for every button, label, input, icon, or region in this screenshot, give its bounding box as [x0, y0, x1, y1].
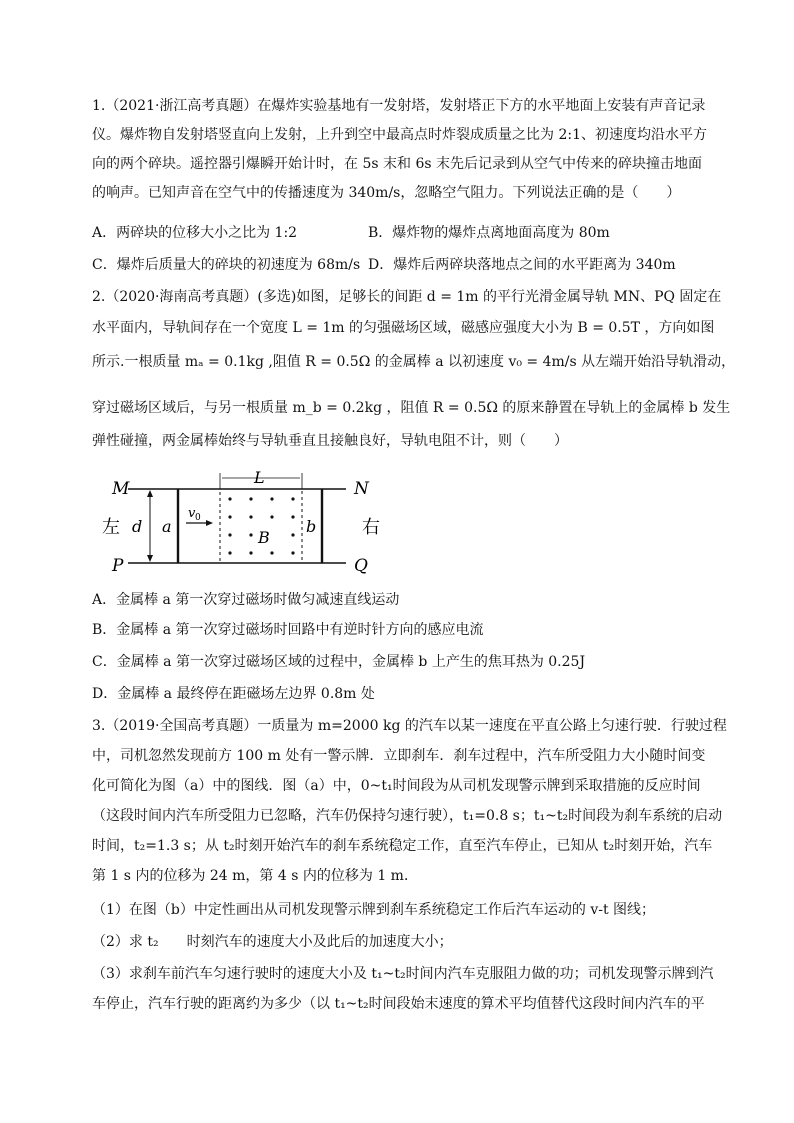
q2-option-a: A．金属棒 a 第一次穿过磁场时做匀减速直线运动 [92, 592, 400, 608]
label-v0-subscript: 0 [195, 513, 201, 523]
q3-line-2: 中，司机忽然发现前方 100 m 处有一警示牌．立即刹车．刹车过程中，汽车所受阻力大小随时间变 [92, 748, 706, 764]
label-a: a [162, 517, 172, 536]
label-m: M [112, 479, 130, 499]
label-q: Q [354, 556, 368, 576]
label-n: N [354, 479, 369, 499]
q2-option-c: C．金属棒 a 第一次穿过磁场区域的过程中，金属棒 b 上产生的焦耳热为 0.25J [92, 654, 586, 670]
q3-line-5: 时间，t₂=1.3 s；从 t₂时刻开始汽车的刹车系统稳定工作，直至汽车停止，已知从 t₂时刻开始，汽车 [92, 838, 713, 854]
q2-line-3: 所示.一根质量 mₐ = 0.1kg ,阻值 R = 0.5Ω 的金属棒 a 以初速度 v₀ = 4m/s 从左端开始沿导轨滑动， [92, 354, 736, 370]
rail-magnetic-field-diagram [102, 468, 392, 579]
label-b: b [306, 517, 317, 536]
q2-option-b: B．金属棒 a 第一次穿过磁场时回路中有逆时针方向的感应电流 [92, 622, 484, 638]
label-d: d [132, 517, 143, 536]
q1-line-1: 1.（2021·浙江高考真题）在爆炸实验基地有一发射塔，发射塔正下方的水平地面上安装有声音记录 [92, 98, 706, 114]
magnetic-field-region [220, 489, 302, 563]
label-v0: v [188, 506, 196, 521]
q3-sub-1: （1）在图（b）中定性画出从司机发现警示牌到刹车系统稳定工作后汽车运动的 v-t 图线； [92, 902, 656, 918]
q1-line-3: 向的两个碎块。遥控器引爆瞬开始计时，在 5s 末和 6s 末先后记录到从空气中传来的碎块撞击地面 [92, 156, 702, 172]
q1-line-2: 仪。爆炸物自发射塔竖直向上发射，上升到空中最高点时炸裂成质量之比为 2:1、初速度均沿水平方 [92, 127, 707, 143]
q1-option-d: D．爆炸后两碎块落地点之间的水平距离为 340m [368, 257, 676, 273]
q3-line-6: 第 1 s 内的位移为 24 m，第 4 s 内的位移为 1 m． [92, 868, 418, 884]
q1-option-b: B．爆炸物的爆炸点离地面高度为 80m [368, 225, 610, 241]
q2-line-1: 2.（2020·海南高考真题）(多选)如图，足够长的间距 d = 1m 的平行光滑金属导轨 MN、PQ 固定在 [92, 289, 722, 305]
label-left: 左 [102, 517, 120, 538]
label-b-field: B [258, 528, 270, 547]
q3-sub-2: （2）求 t₂ 时刻汽车的速度大小及此后的加速度大小； [92, 934, 453, 950]
q2-option-d: D．金属棒 a 最终停在距磁场左边界 0.8m 处 [92, 686, 375, 702]
label-l: L [254, 468, 265, 487]
q1-line-4: 的响声。已知声音在空气中的传播速度为 340m/s，忽略空气阻力。下列说法正确的是（ ） [92, 185, 681, 201]
q2-line-5: 弹性碰撞，两金属棒始终与导轨垂直且接触良好，导轨电阻不计，则（ ） [92, 433, 568, 449]
q3-line-1: 3.（2019·全国高考真题）一质量为 m=2000 kg 的汽车以某一速度在平直公路上匀速行驶．行驶过程 [92, 718, 727, 734]
q2-line-4: 穿过磁场区域后，与另一根质量 m_b = 0.2kg ，阻值 R = 0.5Ω 的原来静置在导轨上的金属棒 b 发生 [92, 400, 731, 416]
q3-line-3: 化可简化为图（a）中的图线．图（a）中，0~t₁时间段为从司机发现警示牌到采取措施的反应时间 [92, 778, 701, 794]
q3-sub-3-line-2: 车停止，汽车行驶的距离约为多少（以 t₁~t₂时间段始末速度的算术平均值替代这段时间内汽车的平 [92, 996, 705, 1012]
label-p: P [112, 556, 124, 576]
q1-option-c: C．爆炸后质量大的碎块的初速度为 68m/s [92, 257, 361, 273]
label-right: 右 [362, 517, 380, 538]
q1-option-a: A．两碎块的位移大小之比为 1:2 [92, 225, 298, 241]
q3-line-4: （这段时间内汽车所受阻力已忽略，汽车仍保持匀速行驶），t₁=0.8 s；t₁~t₂时间段为刹车系统的启动 [92, 808, 723, 824]
q3-sub-3-line-1: （3）求刹车前汽车匀速行驶时的速度大小及 t₁~t₂时间内汽车克服阻力做的功；司机发现警示牌到汽 [92, 966, 714, 982]
q2-line-2: 水平面内，导轨间存在一个宽度 L = 1m 的匀强磁场区域，磁感应强度大小为 B = 0.5T ，方向如图 [92, 320, 715, 336]
